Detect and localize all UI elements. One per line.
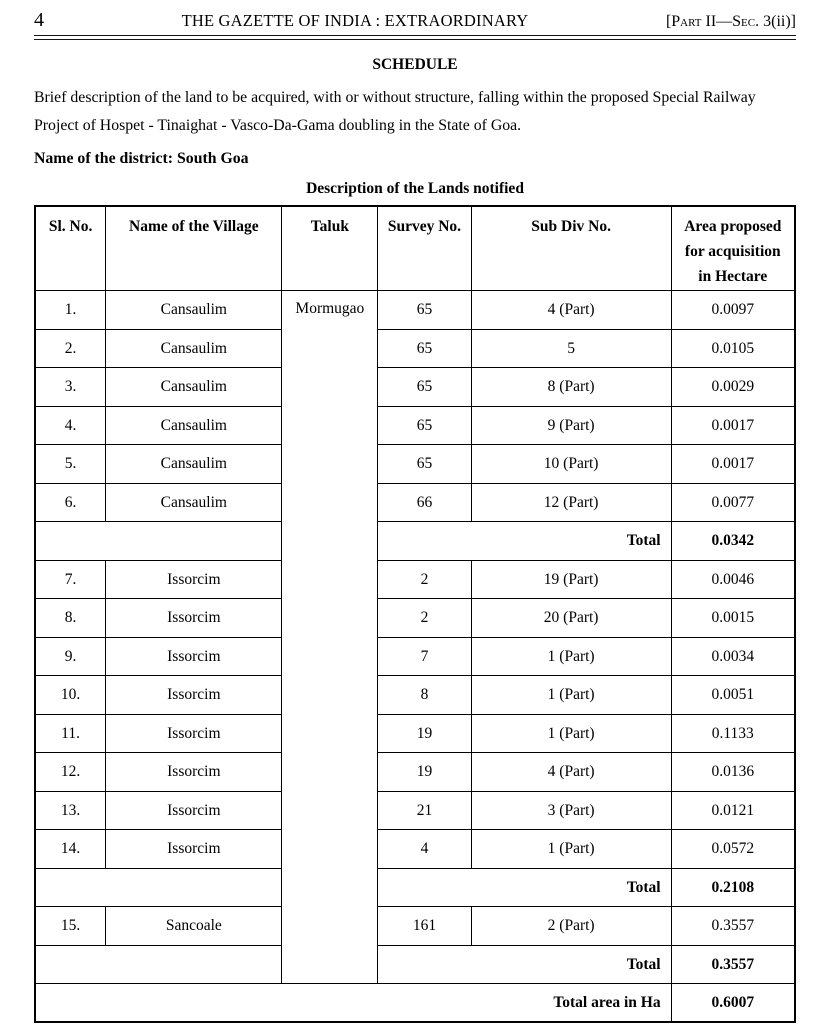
cell-village: Issorcim	[106, 676, 282, 715]
intro-paragraph: Brief description of the land to be acquired, with or without structure, falling within the proposed Special Railway Project of Hospet - Tinaighat - Vasco-Da-Gama doubling in the State of Goa.	[34, 89, 756, 135]
cell-village: Issorcim	[106, 830, 282, 869]
cell-area: 0.0046	[671, 560, 795, 599]
schedule-heading: SCHEDULE	[372, 56, 458, 73]
cell-area: 0.0034	[671, 637, 795, 676]
cell-sl-no: 2.	[35, 329, 106, 368]
cell-survey: 161	[378, 907, 471, 946]
lands-table	[34, 205, 796, 1024]
cell-village: Cansaulim	[106, 445, 282, 484]
cell-sl-no: 8.	[35, 599, 106, 638]
cell-village: Sancoale	[106, 907, 282, 946]
table-row	[35, 637, 795, 676]
table-row	[35, 368, 795, 407]
cell-sl-no: 10.	[35, 676, 106, 715]
col-header-subdiv: Sub Div No.	[471, 206, 671, 291]
total-value: 0.0342	[671, 522, 795, 561]
cell-subdiv: 19 (Part)	[471, 560, 671, 599]
col-header-area: Area proposed for acquisition in Hectare	[671, 206, 795, 291]
cell-area: 0.0097	[671, 291, 795, 330]
cell-subdiv: 8 (Part)	[471, 368, 671, 407]
grand-total-label: Total area in Ha	[35, 984, 671, 1023]
grand-total-value: 0.6007	[671, 984, 795, 1023]
cell-area: 0.0051	[671, 676, 795, 715]
cell-subdiv: 4 (Part)	[471, 291, 671, 330]
cell-survey: 65	[378, 406, 471, 445]
cell-survey: 2	[378, 599, 471, 638]
cell-village: Issorcim	[106, 560, 282, 599]
cell-survey: 65	[378, 368, 471, 407]
table-row	[35, 830, 795, 869]
cell-sl-no: 5.	[35, 445, 106, 484]
cell-subdiv: 1 (Part)	[471, 714, 671, 753]
cell-area: 0.0121	[671, 791, 795, 830]
col-header-taluk: Taluk	[282, 206, 378, 291]
total-row	[35, 868, 795, 907]
table-row	[35, 445, 795, 484]
cell-sl-no: 1.	[35, 291, 106, 330]
table-row	[35, 599, 795, 638]
table-row	[35, 676, 795, 715]
page-number: 4	[34, 9, 44, 31]
cell-area: 0.3557	[671, 907, 795, 946]
cell-area: 0.0572	[671, 830, 795, 869]
cell-area: 0.0015	[671, 599, 795, 638]
cell-survey: 7	[378, 637, 471, 676]
cell-survey: 66	[378, 483, 471, 522]
cell-survey: 65	[378, 291, 471, 330]
header-row	[35, 206, 795, 291]
total-row	[35, 945, 795, 984]
table-row	[35, 329, 795, 368]
cell-subdiv: 1 (Part)	[471, 637, 671, 676]
cell-area: 0.0077	[671, 483, 795, 522]
cell-area: 0.1133	[671, 714, 795, 753]
table-row	[35, 791, 795, 830]
cell-sl-no: 6.	[35, 483, 106, 522]
cell-subdiv: 1 (Part)	[471, 676, 671, 715]
total-label: Total	[378, 522, 671, 561]
col-header-survey: Survey No.	[378, 206, 471, 291]
district-line: Name of the district: South Goa	[34, 149, 249, 167]
lands-table-head	[35, 206, 795, 291]
cell-subdiv: 10 (Part)	[471, 445, 671, 484]
cell-subdiv: 3 (Part)	[471, 791, 671, 830]
part-section-ref-smallcaps: [Part II—Sec.	[665, 13, 760, 30]
table-row	[35, 560, 795, 599]
cell-sl-no: 11.	[35, 714, 106, 753]
table-caption: Description of the Lands notified	[306, 179, 524, 197]
cell-subdiv: 4 (Part)	[471, 753, 671, 792]
total-row	[35, 522, 795, 561]
masthead	[34, 9, 796, 32]
cell-subdiv: 12 (Part)	[471, 483, 671, 522]
cell-empty	[35, 522, 282, 561]
cell-survey: 19	[378, 753, 471, 792]
double-rule	[34, 35, 796, 40]
table-row	[35, 483, 795, 522]
cell-village: Cansaulim	[106, 483, 282, 522]
table-row	[35, 714, 795, 753]
cell-village: Cansaulim	[106, 406, 282, 445]
cell-sl-no: 14.	[35, 830, 106, 869]
table-row	[35, 406, 795, 445]
cell-survey: 65	[378, 329, 471, 368]
cell-sl-no: 13.	[35, 791, 106, 830]
total-label: Total	[378, 868, 671, 907]
cell-village: Issorcim	[106, 714, 282, 753]
cell-subdiv: 1 (Part)	[471, 830, 671, 869]
cell-village: Cansaulim	[106, 329, 282, 368]
cell-sl-no: 9.	[35, 637, 106, 676]
lands-table-body	[35, 291, 795, 1023]
cell-survey: 8	[378, 676, 471, 715]
table-row	[35, 291, 795, 330]
cell-subdiv: 9 (Part)	[471, 406, 671, 445]
part-section-ref	[666, 13, 796, 31]
cell-area: 0.0017	[671, 406, 795, 445]
table-row	[35, 907, 795, 946]
cell-village: Issorcim	[106, 599, 282, 638]
grand-total-row	[35, 984, 795, 1023]
cell-village: Cansaulim	[106, 368, 282, 407]
cell-survey: 19	[378, 714, 471, 753]
col-header-sl-no: Sl. No.	[35, 206, 106, 291]
cell-area: 0.0136	[671, 753, 795, 792]
part-section-ref-rest: 3(ii)]	[759, 13, 796, 30]
gazette-title: THE GAZETTE OF INDIA : EXTRAORDINARY	[181, 11, 529, 30]
cell-subdiv: 5	[471, 329, 671, 368]
cell-survey: 2	[378, 560, 471, 599]
cell-village: Cansaulim	[106, 291, 282, 330]
cell-sl-no: 3.	[35, 368, 106, 407]
cell-area: 0.0017	[671, 445, 795, 484]
cell-area: 0.0105	[671, 329, 795, 368]
table-row	[35, 753, 795, 792]
cell-survey: 21	[378, 791, 471, 830]
cell-area: 0.0029	[671, 368, 795, 407]
cell-empty	[35, 945, 282, 984]
cell-subdiv: 2 (Part)	[471, 907, 671, 946]
cell-survey: 4	[378, 830, 471, 869]
cell-taluk: Mormugao	[282, 291, 378, 984]
cell-village: Issorcim	[106, 637, 282, 676]
col-header-village: Name of the Village	[106, 206, 282, 291]
cell-sl-no: 7.	[35, 560, 106, 599]
total-value: 0.2108	[671, 868, 795, 907]
cell-sl-no: 4.	[35, 406, 106, 445]
cell-survey: 65	[378, 445, 471, 484]
cell-sl-no: 12.	[35, 753, 106, 792]
cell-village: Issorcim	[106, 753, 282, 792]
total-label: Total	[378, 945, 671, 984]
total-value: 0.3557	[671, 945, 795, 984]
cell-village: Issorcim	[106, 791, 282, 830]
cell-sl-no: 15.	[35, 907, 106, 946]
cell-subdiv: 20 (Part)	[471, 599, 671, 638]
cell-empty	[35, 868, 282, 907]
